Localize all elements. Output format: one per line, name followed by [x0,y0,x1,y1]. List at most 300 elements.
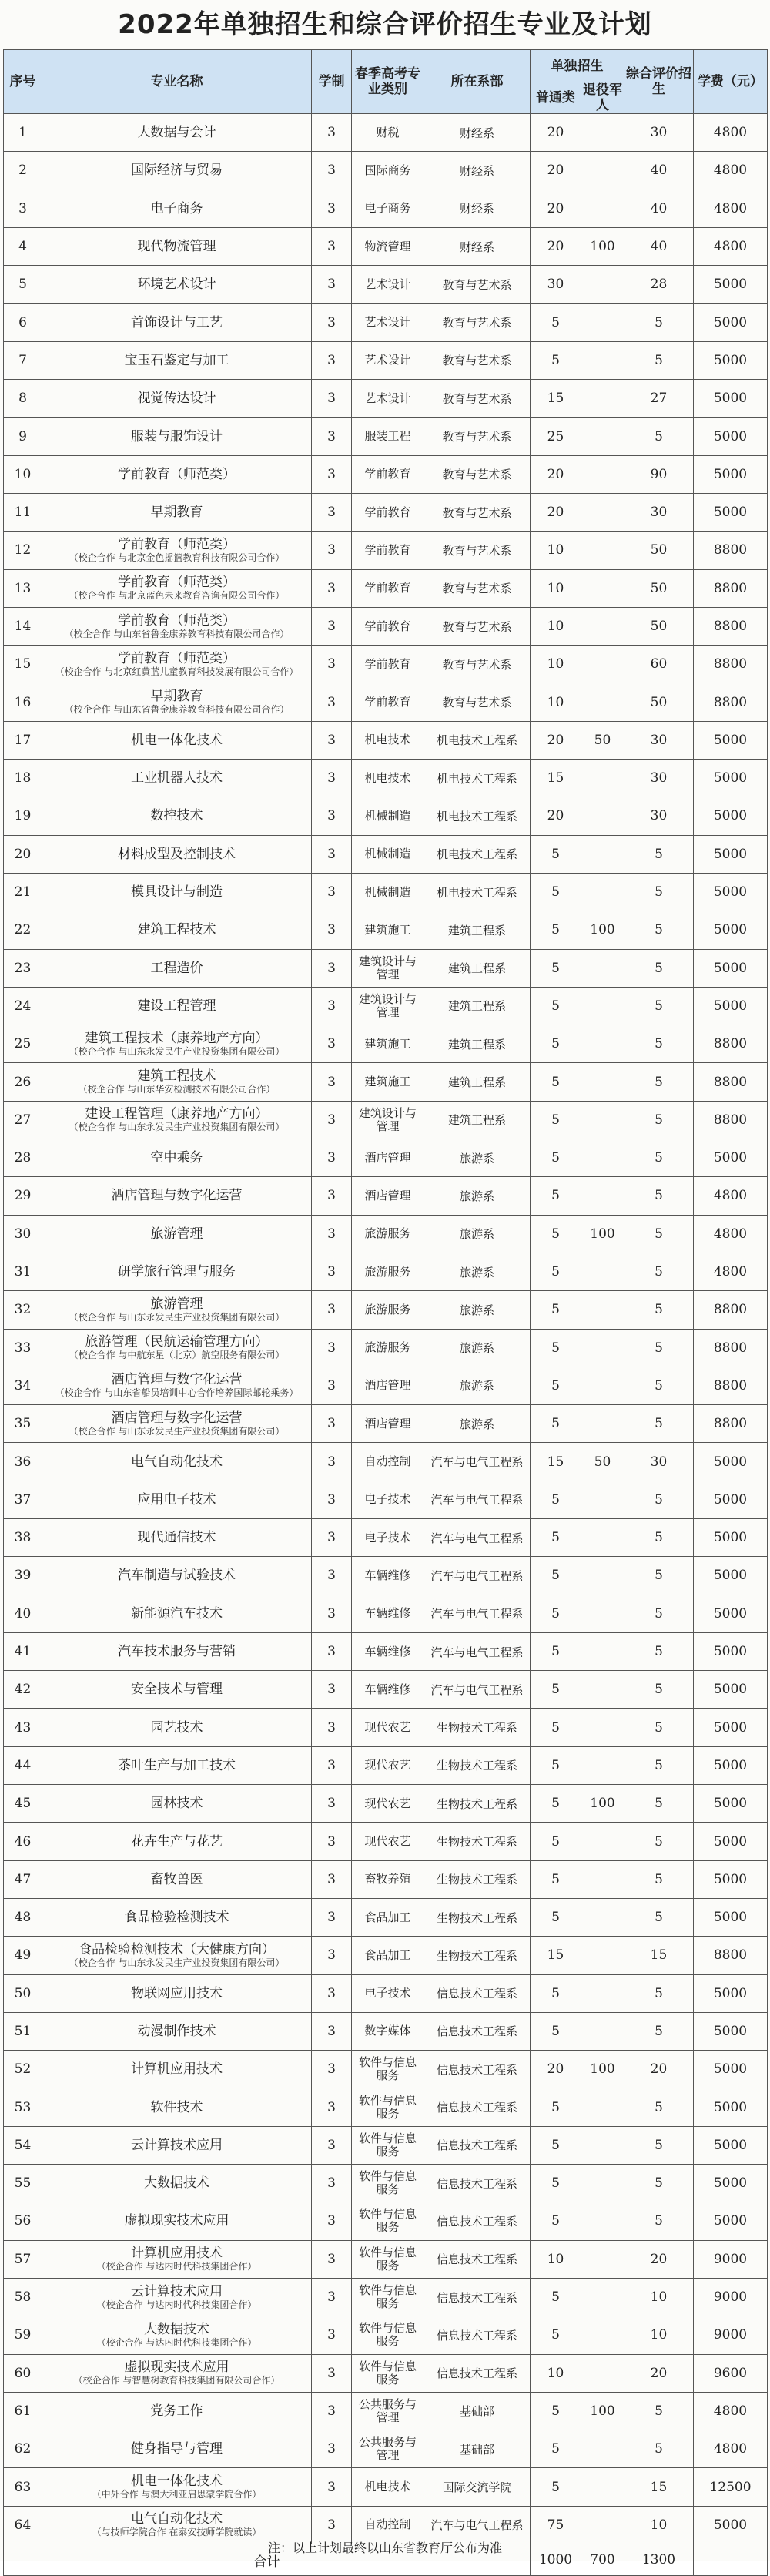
years-cell: 3 [312,1101,352,1139]
major-partner-note: （校企合作 与北京红黄蓝儿童教育科技发展有限公司合作） [55,666,299,677]
comprehensive-cell: 5 [624,1177,694,1215]
veteran-cell: 100 [581,2392,624,2430]
years-cell: 3 [312,949,352,987]
normal-cell: 10 [531,646,581,683]
fee-cell: 8800 [694,1405,768,1443]
fee-cell: 5000 [694,1898,768,1936]
table-row [4,683,768,721]
major-partner-note: （校企合作 与山东省鲁金康养教育科技有限公司合作） [64,628,290,639]
dept-cell: 基础部 [424,2430,531,2468]
table-row [4,911,768,949]
normal-cell: 20 [531,721,581,759]
major-name: 研学旅行管理与服务 [118,1264,236,1280]
major-name: 建筑工程技术（康养地产方向） [85,1030,269,1046]
seq-cell: 61 [4,2392,42,2430]
dept-cell: 教育与艺术系 [424,532,531,569]
veteran-cell [581,114,624,152]
major-cell [42,873,312,911]
normal-cell: 5 [531,1481,581,1518]
major-name: 应用电子技术 [137,1491,216,1508]
category-cell: 数字媒体 [352,2012,424,2050]
fee-cell: 4800 [694,2392,768,2430]
seq-cell: 29 [4,1177,42,1215]
fee-cell: 12500 [694,2468,768,2506]
dept-cell: 生物技术工程系 [424,1937,531,1974]
category-cell: 电子商务 [352,190,424,227]
years-cell: 3 [312,646,352,683]
veteran-cell [581,1632,624,1670]
major-name: 材料成型及控制技术 [118,846,236,862]
fee-cell: 5000 [694,2126,768,2164]
fee-cell: 5000 [694,341,768,379]
veteran-cell: 100 [581,1215,624,1253]
major-cell [42,607,312,645]
major-name: 食品检验检测技术 [124,1910,229,1926]
table-row [4,380,768,418]
category-cell: 机电技术 [352,2468,424,2506]
years-cell: 3 [312,1215,352,1253]
normal-cell: 5 [531,1405,581,1443]
table-row [4,1518,768,1556]
normal-cell: 5 [531,1898,581,1936]
comprehensive-cell: 5 [624,1518,694,1556]
dept-cell: 信息技术工程系 [424,2126,531,2164]
dept-cell: 信息技术工程系 [424,2354,531,2392]
category-cell: 软件与信息服务 [352,2316,424,2354]
major-name: 畜牧兽医 [150,1871,203,1887]
comprehensive-cell: 5 [624,1139,694,1177]
years-cell: 3 [312,2165,352,2202]
major-name: 学前教育（师范类） [118,650,236,666]
major-name: 物联网应用技术 [131,1985,223,2001]
header-comprehensive: 综合评价招生 [624,50,694,114]
major-cell [42,835,312,873]
category-cell: 电子技术 [352,1518,424,1556]
dept-cell: 旅游系 [424,1215,531,1253]
table-row [4,2240,768,2278]
comprehensive-cell: 60 [624,646,694,683]
veteran-cell [581,304,624,341]
comprehensive-cell: 5 [624,1595,694,1632]
fee-cell: 5000 [694,1746,768,1784]
category-cell: 现代农艺 [352,1823,424,1860]
years-cell: 3 [312,190,352,227]
seq-cell: 55 [4,2165,42,2202]
normal-cell: 20 [531,190,581,227]
comprehensive-cell: 5 [624,911,694,949]
years-cell: 3 [312,721,352,759]
fee-cell: 5000 [694,380,768,418]
years-cell: 3 [312,1823,352,1860]
veteran-cell [581,2126,624,2164]
major-name: 建筑工程技术 [137,922,216,938]
fee-cell: 8800 [694,1937,768,1974]
fee-cell: 5000 [694,721,768,759]
years-cell: 3 [312,227,352,265]
normal-cell: 10 [531,569,581,607]
dept-cell: 国际交流学院 [424,2468,531,2506]
table-row [4,227,768,265]
major-name: 学前教育（师范类） [118,612,236,629]
table-row [4,2354,768,2392]
table-row [4,1481,768,1518]
years-cell: 3 [312,1898,352,1936]
major-cell [42,1291,312,1329]
years-cell: 3 [312,1139,352,1177]
category-cell: 艺术设计 [352,341,424,379]
fee-cell: 5000 [694,835,768,873]
major-cell [42,1177,312,1215]
table-row [4,532,768,569]
normal-cell: 20 [531,493,581,531]
veteran-cell [581,1937,624,1974]
seq-cell: 19 [4,797,42,835]
comprehensive-cell: 5 [624,1367,694,1404]
seq-cell: 18 [4,760,42,797]
years-cell: 3 [312,873,352,911]
major-cell [42,987,312,1025]
major-cell [42,949,312,987]
category-cell: 软件与信息服务 [352,2240,424,2278]
header-major: 专业名称 [42,50,312,114]
major-name: 虚拟现实技术应用 [124,2360,229,2376]
years-cell: 3 [312,569,352,607]
category-cell: 学前教育 [352,646,424,683]
category-cell: 旅游服务 [352,1253,424,1290]
years-cell: 3 [312,2088,352,2126]
normal-cell: 5 [531,2430,581,2468]
major-name: 现代物流管理 [137,239,216,255]
seq-cell: 8 [4,380,42,418]
comprehensive-cell: 5 [624,2126,694,2164]
major-partner-note: （校企合作 与山东省鲁金康养教育科技有限公司合作） [64,704,290,716]
years-cell: 3 [312,1025,352,1063]
comprehensive-cell: 5 [624,1974,694,2012]
table-row [4,190,768,227]
major-name: 食品检验检测技术（大健康方向） [79,1941,275,1957]
normal-cell: 5 [531,1291,581,1329]
fee-cell: 5000 [694,418,768,455]
major-name: 大数据技术 [144,2321,209,2337]
dept-cell: 教育与艺术系 [424,569,531,607]
dept-cell: 旅游系 [424,1139,531,1177]
category-cell: 建筑设计与管理 [352,949,424,987]
years-cell: 3 [312,1063,352,1101]
table-row [4,114,768,152]
category-cell: 学前教育 [352,455,424,493]
table-row [4,2392,768,2430]
fee-cell: 8800 [694,1063,768,1101]
normal-cell: 5 [531,835,581,873]
category-cell: 学前教育 [352,532,424,569]
fee-cell: 5000 [694,455,768,493]
dept-cell: 机电技术工程系 [424,721,531,759]
veteran-cell [581,1101,624,1139]
veteran-cell [581,2468,624,2506]
fee-cell: 8800 [694,607,768,645]
major-cell [42,760,312,797]
comprehensive-cell: 50 [624,532,694,569]
fee-cell: 5000 [694,1443,768,1481]
category-cell: 建筑设计与管理 [352,1101,424,1139]
dept-cell: 旅游系 [424,1329,531,1367]
major-cell [42,1443,312,1481]
seq-cell: 1 [4,114,42,152]
dept-cell: 旅游系 [424,1177,531,1215]
table-row [4,152,768,190]
seq-cell: 28 [4,1139,42,1177]
comprehensive-cell: 5 [624,1746,694,1784]
veteran-cell: 100 [581,1785,624,1823]
dept-cell: 机电技术工程系 [424,835,531,873]
seq-cell: 43 [4,1709,42,1746]
comprehensive-cell: 5 [624,1215,694,1253]
years-cell: 3 [312,2278,352,2316]
major-cell [42,304,312,341]
veteran-cell [581,1025,624,1063]
years-cell: 3 [312,1291,352,1329]
dept-cell: 信息技术工程系 [424,2240,531,2278]
major-cell [42,1253,312,1290]
comprehensive-cell: 20 [624,2354,694,2392]
major-partner-note: （校企合作 与北京金色摇篮教育科技有限公司合作） [69,552,285,563]
table-row [4,2051,768,2088]
major-cell [42,1595,312,1632]
major-name: 机电一体化技术 [131,732,223,748]
table-row [4,341,768,379]
years-cell: 3 [312,1746,352,1784]
fee-cell: 4800 [694,1177,768,1215]
major-cell [42,1937,312,1974]
fee-cell: 4800 [694,227,768,265]
dept-cell: 生物技术工程系 [424,1860,531,1898]
dept-cell: 财经系 [424,152,531,190]
comprehensive-cell: 40 [624,227,694,265]
comprehensive-cell: 5 [624,1329,694,1367]
table-row [4,1746,768,1784]
comprehensive-cell: 15 [624,2468,694,2506]
fee-cell: 4800 [694,1253,768,1290]
seq-cell: 37 [4,1481,42,1518]
category-cell: 软件与信息服务 [352,2202,424,2240]
years-cell: 3 [312,152,352,190]
table-row [4,2430,768,2468]
table-row [4,835,768,873]
major-cell [42,911,312,949]
major-partner-note: （校企合作 与北京蓝色未来教育咨询有限公司合作） [69,590,285,602]
header-seq: 序号 [4,50,42,114]
normal-cell: 5 [531,1063,581,1101]
major-cell [42,190,312,227]
major-name: 建筑工程技术 [137,1068,216,1085]
major-cell [42,1063,312,1101]
seq-cell: 58 [4,2278,42,2316]
years-cell: 3 [312,304,352,341]
footnote: 注：以上计划最终以山东省教育厅公布为准 [267,2541,502,2555]
normal-cell: 5 [531,873,581,911]
table-row [4,266,768,304]
major-name: 汽车技术服务与营销 [118,1644,236,1660]
veteran-cell [581,190,624,227]
major-cell [42,2126,312,2164]
major-name: 建设工程管理 [137,998,216,1014]
normal-cell: 5 [531,2012,581,2050]
seq-cell: 53 [4,2088,42,2126]
normal-cell: 10 [531,683,581,721]
seq-cell: 32 [4,1291,42,1329]
fee-cell: 5000 [694,2012,768,2050]
fee-cell: 8800 [694,1025,768,1063]
table-row [4,304,768,341]
veteran-cell: 50 [581,1443,624,1481]
category-cell: 电子技术 [352,1974,424,2012]
comprehensive-cell: 28 [624,266,694,304]
seq-cell: 47 [4,1860,42,1898]
years-cell: 3 [312,1557,352,1595]
major-partner-note: （校企合作 与中航东星（北京）航空服务有限公司） [69,1350,285,1361]
major-cell [42,646,312,683]
dept-cell: 生物技术工程系 [424,1709,531,1746]
dept-cell: 教育与艺术系 [424,683,531,721]
major-cell [42,1557,312,1595]
normal-cell: 5 [531,1671,581,1709]
major-name: 电子商务 [150,200,203,216]
comprehensive-cell: 10 [624,2278,694,2316]
fee-cell: 5000 [694,987,768,1025]
header-veteran: 退役军人 [581,82,624,114]
comprehensive-cell: 5 [624,1063,694,1101]
years-cell: 3 [312,1405,352,1443]
category-cell: 车辆维修 [352,1632,424,1670]
major-cell [42,2392,312,2430]
years-cell: 3 [312,760,352,797]
category-cell: 自动控制 [352,1443,424,1481]
table-row [4,1367,768,1404]
normal-cell: 5 [531,1746,581,1784]
category-cell: 旅游服务 [352,1329,424,1367]
normal-cell: 75 [531,2506,581,2544]
major-cell [42,1974,312,2012]
dept-cell: 教育与艺术系 [424,493,531,531]
fee-cell: 5000 [694,2051,768,2088]
comprehensive-cell: 5 [624,2012,694,2050]
years-cell: 3 [312,1937,352,1974]
comprehensive-cell: 5 [624,1291,694,1329]
major-cell [42,1518,312,1556]
veteran-cell [581,2316,624,2354]
fee-cell: 5000 [694,1139,768,1177]
dept-cell: 机电技术工程系 [424,873,531,911]
comprehensive-cell: 30 [624,721,694,759]
comprehensive-cell: 5 [624,1405,694,1443]
comprehensive-cell: 40 [624,190,694,227]
comprehensive-cell: 40 [624,152,694,190]
comprehensive-cell: 50 [624,607,694,645]
seq-cell: 33 [4,1329,42,1367]
category-cell: 建筑施工 [352,1025,424,1063]
veteran-cell [581,1898,624,1936]
major-name: 宝玉石鉴定与加工 [124,352,229,368]
years-cell: 3 [312,1253,352,1290]
comprehensive-cell: 5 [624,835,694,873]
category-cell: 机械制造 [352,835,424,873]
fee-cell: 5000 [694,1595,768,1632]
seq-cell: 39 [4,1557,42,1595]
seq-cell: 20 [4,835,42,873]
fee-cell: 5000 [694,1860,768,1898]
major-cell [42,797,312,835]
major-cell [42,266,312,304]
veteran-cell [581,1253,624,1290]
seq-cell: 34 [4,1367,42,1404]
seq-cell: 14 [4,607,42,645]
normal-cell: 5 [531,1557,581,1595]
category-cell: 财税 [352,114,424,152]
veteran-cell [581,1063,624,1101]
table-row [4,2012,768,2050]
veteran-cell [581,2202,624,2240]
fee-cell: 5000 [694,2202,768,2240]
veteran-cell [581,607,624,645]
normal-cell: 15 [531,1443,581,1481]
seq-cell: 50 [4,1974,42,2012]
table-row [4,418,768,455]
fee-cell: 5000 [694,1785,768,1823]
veteran-cell [581,987,624,1025]
table-row [4,949,768,987]
normal-cell: 15 [531,760,581,797]
comprehensive-cell: 5 [624,949,694,987]
dept-cell: 教育与艺术系 [424,380,531,418]
category-cell: 车辆维修 [352,1671,424,1709]
major-cell [42,1405,312,1443]
category-cell: 现代农艺 [352,1785,424,1823]
major-cell [42,227,312,265]
normal-cell: 5 [531,1101,581,1139]
fee-cell: 5000 [694,1632,768,1670]
veteran-cell: 50 [581,721,624,759]
major-name: 健身指导与管理 [131,2441,223,2457]
normal-cell: 5 [531,1823,581,1860]
table-row [4,1101,768,1139]
major-cell [42,2012,312,2050]
seq-cell: 59 [4,2316,42,2354]
normal-cell: 5 [531,1177,581,1215]
years-cell: 3 [312,2316,352,2354]
major-cell [42,2278,312,2316]
veteran-cell [581,2088,624,2126]
major-name: 酒店管理与数字化运营 [111,1372,243,1388]
veteran-cell [581,1746,624,1784]
comprehensive-cell: 5 [624,304,694,341]
years-cell: 3 [312,1177,352,1215]
seq-cell: 56 [4,2202,42,2240]
normal-cell: 5 [531,2202,581,2240]
comprehensive-cell: 5 [624,2430,694,2468]
major-cell [42,683,312,721]
table-row [4,1898,768,1936]
major-partner-note: （校企合作 与山东永发民生产业投资集团有限公司） [69,1425,285,1437]
seq-cell: 11 [4,493,42,531]
fee-cell: 8800 [694,1291,768,1329]
dept-cell: 旅游系 [424,1253,531,1290]
seq-cell: 62 [4,2430,42,2468]
comprehensive-cell: 5 [624,987,694,1025]
major-cell [42,1367,312,1404]
dept-cell: 汽车与电气工程系 [424,1443,531,1481]
major-name: 工业机器人技术 [131,770,223,787]
major-cell [42,532,312,569]
